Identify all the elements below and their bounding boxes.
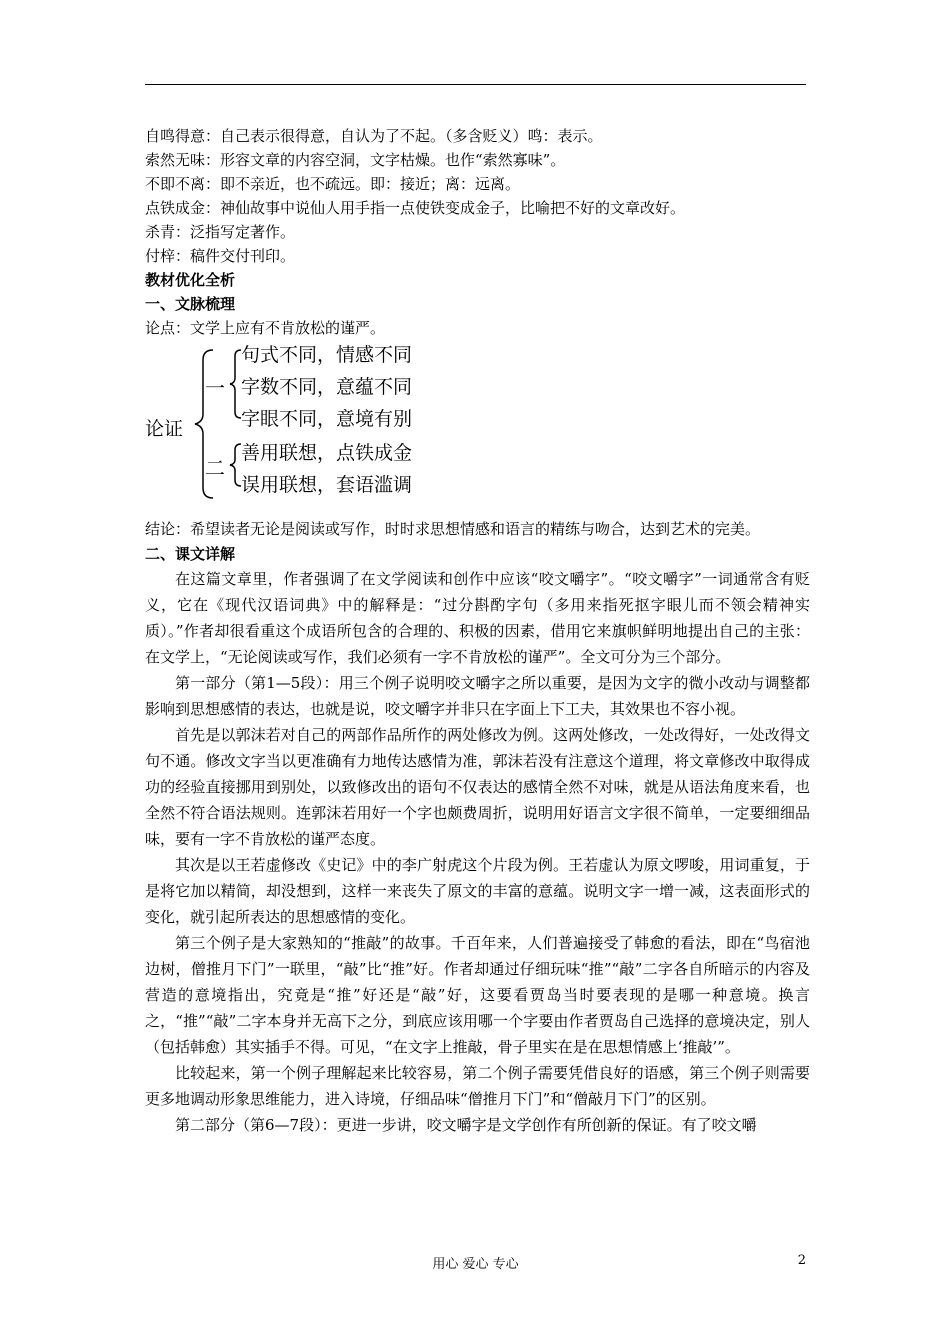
group1-brace xyxy=(230,350,241,418)
footer-motto: 用心 爱心 专心 xyxy=(432,1257,519,1272)
group2-label: 二 xyxy=(205,456,225,480)
diagram-lead: 论证 xyxy=(145,418,184,440)
document-body xyxy=(145,124,810,1138)
body-paragraph: 在这篇文章里，作者强调了在文学阅读和创作中应该“咬文嚼字”。“咬文嚼字”一词通常含有贬义，它在《现代汉语词典》中的解释是：“过分斟酌字句（多用来指死抠字眼儿而不领会精神实质）。”作者却很看重这个成语所包含的合理的、积极的因素，借用它来旗帜鲜明地提出自己的主张：在文学上，“无论阅读或写作，我们必须有一字不肯放松的谨严”。全文可分为三个部分。 xyxy=(145,570,810,666)
group1-item: 句式不同，情感不同 xyxy=(241,344,413,366)
glossary-entry: 自鸣得意：自己表示很得意，自认为了不起。（多含贬义）鸣：表示。 xyxy=(145,127,603,145)
conclusion: 结论：希望读者无论是阅读或写作，时时求思想情感和语言的精练与吻合，达到艺术的完美。 xyxy=(145,520,761,538)
thesis: 论点：文学上应有不肯放松的谨严。 xyxy=(145,319,386,337)
glossary-entry: 杀青：泛指写定著作。 xyxy=(145,223,296,241)
body-paragraph: 第一部分（第1—5段）：用三个例子说明咬文嚼字之所以重要，是因为文字的微小改动与调整都影响到思想感情的表达，也就是说，咬文嚼字并非只在字面上下工夫，其效果也不容小视。 xyxy=(145,674,810,718)
glossary-entry: 索然无味：形容文章的内容空洞，文字枯燥。也作“索然寡味”。 xyxy=(145,151,566,169)
body-paragraph: 其次是以王若虚修改《史记》中的李广射虎这个片段为例。王若虚认为原文啰唆，用词重复，于是将它加以精简，却没想到，这样一来丧失了原文的丰富的意蕴。说明文字一增一减，这表面形式的变化，就引起所表达的思想感情的变化。 xyxy=(145,856,810,926)
header-rule xyxy=(145,84,806,85)
body-paragraph: 第三个例子是大家熟知的“推敲”的故事。千百年来，人们普遍接受了韩愈的看法，即在“鸟宿池边树，僧推月下门”一联里，“敲”比“推”好。作者却通过仔细玩味“推”“敲”二字各自所暗示的内容及营造的意境指出，究竟是“推”好还是“敲”好，这要看贾岛当时要表现的是哪一种意境。换言之，“推”“敲”二字本身并无高下之分，到底应该用哪一个字要由作者贾岛自己选择的意境决定，别人（包括韩愈）其实插手不得。可见，“在文字上推敲，骨子里实在是在思想情感上‘推敲’”。 xyxy=(145,934,810,1056)
section-title: 教材优化全析 xyxy=(145,271,236,289)
group1-item: 字数不同，意蕴不同 xyxy=(241,376,413,398)
body-paragraph: 比较起来，第一个例子理解起来比较容易，第二个例子需要凭借良好的语感，第三个例子则需要更多地调动形象思维能力，进入诗境，仔细品味“僧推月下门”和“僧敲月下门”的区别。 xyxy=(145,1064,810,1108)
page-number: 2 xyxy=(797,1253,806,1268)
part1-title: 一、文脉梳理 xyxy=(145,295,236,313)
group2-item: 误用联想，套语滥调 xyxy=(241,474,413,496)
group2-item: 善用联想，点铁成金 xyxy=(241,442,413,464)
group1-label: 一 xyxy=(205,376,225,400)
argument-diagram xyxy=(145,344,810,514)
glossary-entry: 不即不离：即不亲近，也不疏远。即：接近；离：远离。 xyxy=(145,175,521,193)
body-paragraph: 第二部分（第6—7段）：更进一步讲，咬文嚼字是文学创作有所创新的保证。有了咬文嚼 xyxy=(175,1116,757,1134)
glossary-entry: 付梓：稿件交付刊印。 xyxy=(145,247,296,265)
group2-brace xyxy=(230,444,241,486)
glossary-entry: 点铁成金：神仙故事中说仙人用手指一点使铁变成金子，比喻把不好的文章改好。 xyxy=(145,199,686,217)
body-paragraph: 首先是以郭沫若对自己的两部作品所作的两处修改为例。这两处修改，一处改得好，一处改得文句不通。修改文字当以更准确有力地传达感情为准，郭沫若没有注意这个道理，将文章修改中取得成功的经验直接挪用到别处，以致修改出的语句不仅表达的感情全然不对味，就是从语法角度来看，也全然不符合语法规则。连郭沫若用好一个字也颇费周折，说明用好语言文字很不简单，一定要细细品味，要有一字不肯放松的谨严态度。 xyxy=(145,726,810,848)
group1-item: 字眼不同，意境有别 xyxy=(241,408,413,430)
part2-title: 二、课文详解 xyxy=(145,545,236,563)
